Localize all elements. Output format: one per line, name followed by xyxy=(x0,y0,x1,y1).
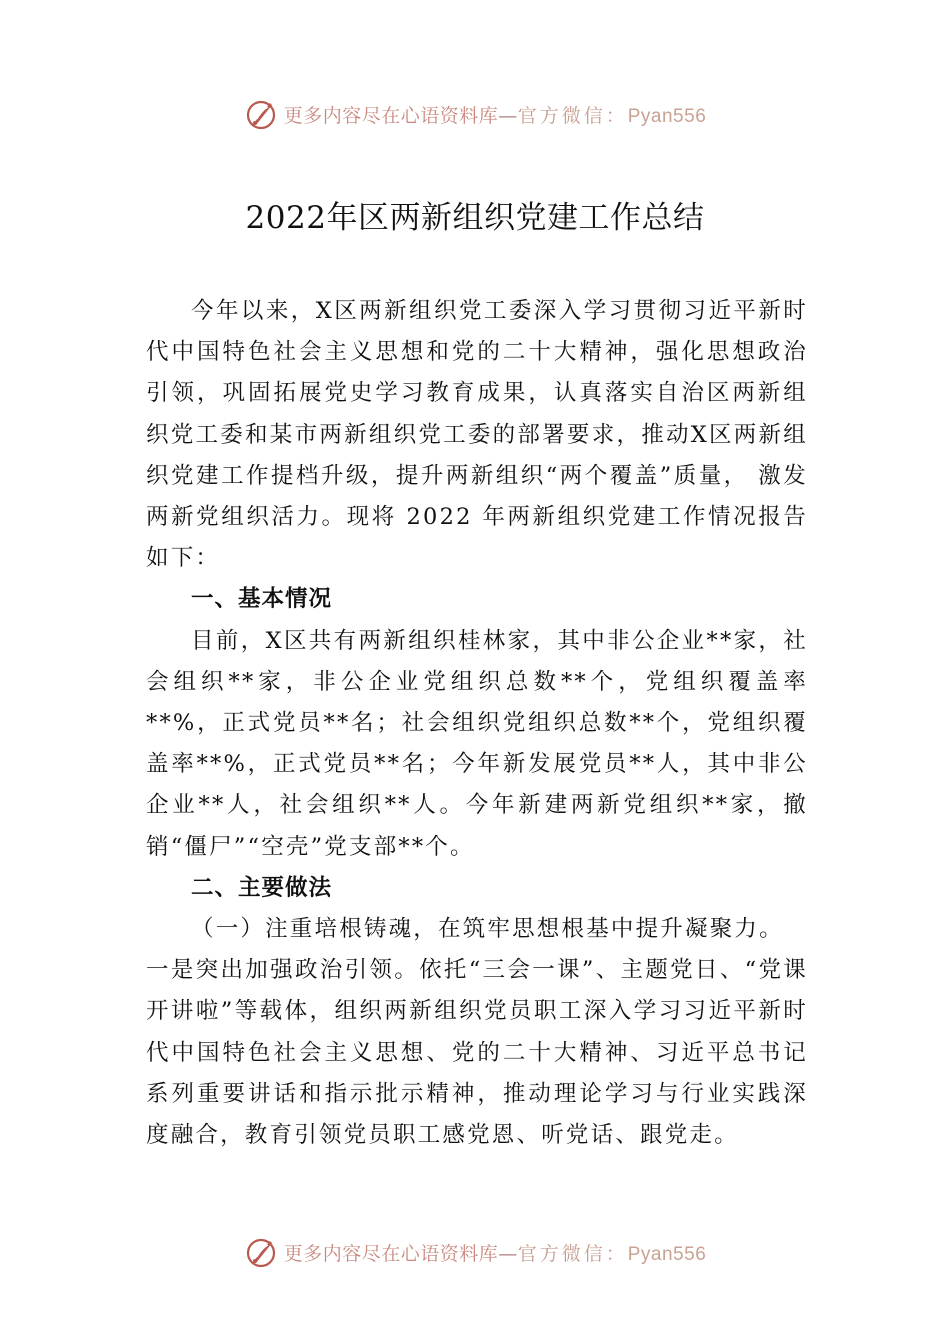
section-heading-basic-situation: 一、基本情况 xyxy=(191,586,333,613)
quill-seal-icon xyxy=(244,97,278,131)
watermark-text: 更多内容尽在心语资料库—官方微信：Pyan556 xyxy=(283,1242,707,1265)
watermark-text: 更多内容尽在心语资料库—官方微信：Pyan556 xyxy=(283,104,707,127)
watermark-footer xyxy=(0,1232,950,1272)
subsection-1-paragraph: 一是突出加强政治引领。依托“三会一课”、主题党日、“党课开讲啦”等载体，组织两新组织党员职工深入学习习近平新时代中国特色社会主义思想、党的二十大精神、习近平总书记系列重要讲话和指示批示精神，推动理论学习与行业实践深度融合，教育引领党员职工感党恩、听党话、跟党走。 xyxy=(146,957,808,1149)
document-title: 2022年区两新组织党建工作总结 xyxy=(245,200,705,236)
section-heading-main-practices: 二、主要做法 xyxy=(191,874,333,901)
quill-seal-icon xyxy=(244,1235,278,1269)
intro-paragraph: 今年以来，X区两新组织党工委深入学习贯彻习近平新时代中国特色社会主义思想和党的二十大精神，强化思想政治引领，巩固拓展党史学习教育成果，认真落实自治区两新组织党工委和某市两新组织党工委的部署要求，推动X区两新组织党建工作提档升级，提升两新组织“两个覆盖”质量， 激发两新党组织活力。现将 2022 年两新组织党建工作情况报告如下： xyxy=(146,298,808,572)
basic-situation-paragraph: 目前，X区共有两新组织桂林家，其中非公企业**家，社会组织**家，非公企业党组织总数**个，党组织覆盖率**%，正式党员**名；社会组织党组织总数**个，党组织覆盖率**%，正式党员**名；今年新发展党员**人，其中非公企业**人，社会组织**人。今年新建两新党组织**家，撤销“僵尸”“空壳”党支部**个。 xyxy=(146,627,808,860)
document-body xyxy=(146,291,808,1156)
watermark-header xyxy=(0,94,950,134)
subsection-heading-1: （一）注重培根铸魂，在筑牢思想根基中提升凝聚力。 xyxy=(191,916,784,943)
